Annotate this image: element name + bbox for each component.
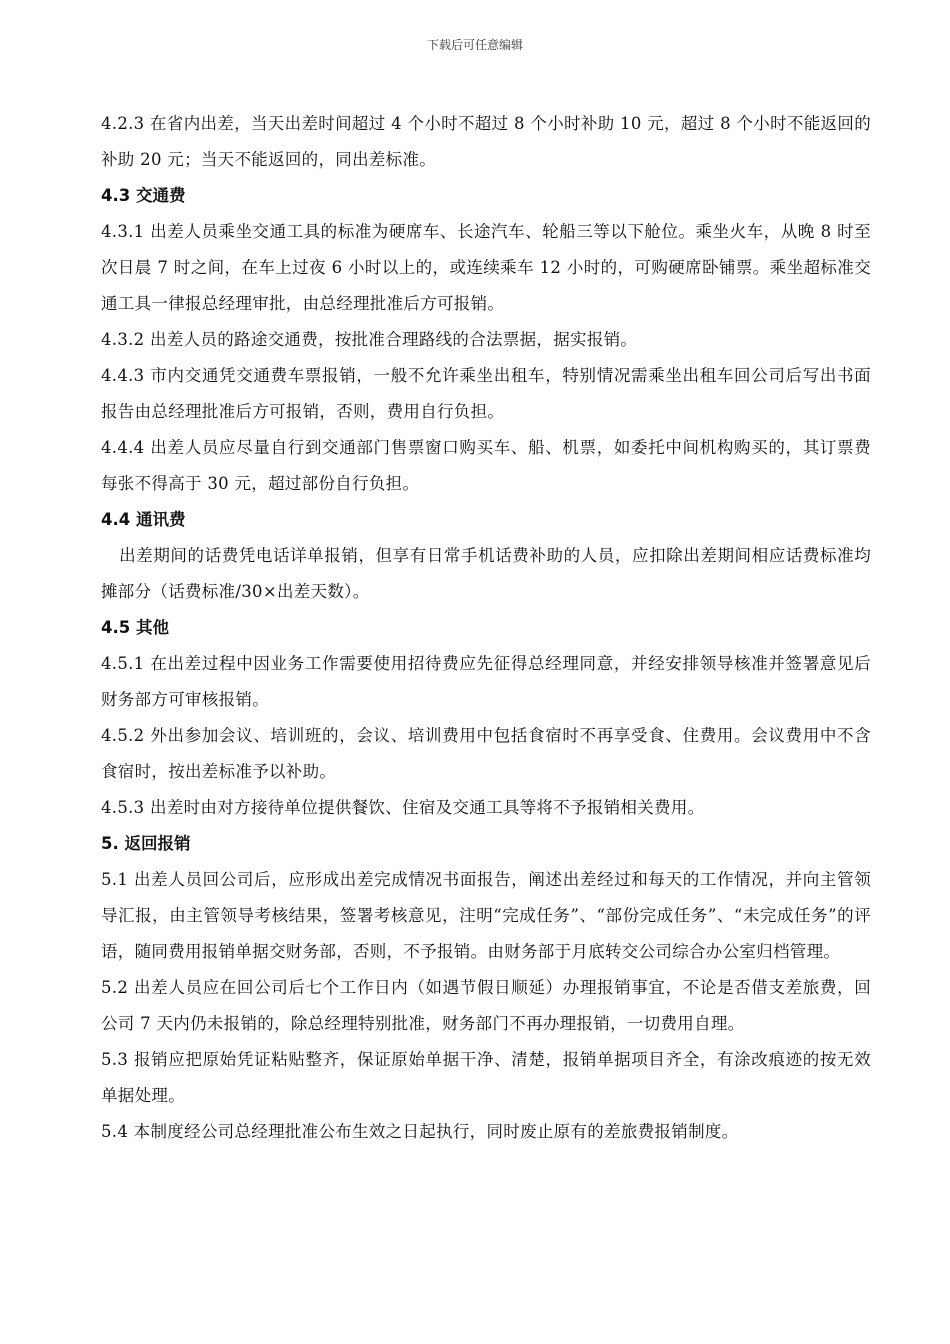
- heading-5: 5. 返回报销: [101, 834, 191, 853]
- paragraph-4-3-2: 4.3.2 出差人员的路途交通费，按批准合理路线的合法票据，据实报销。: [101, 330, 638, 349]
- paragraph-4-5-3: 4.5.3 出差时由对方接待单位提供餐饮、住宿及交通工具等将不予报销相关费用。: [101, 798, 705, 817]
- heading-4-3: 4.3 交通费: [101, 186, 186, 205]
- document-body: [101, 106, 871, 1150]
- paragraph-5-4: 5.4 本制度经公司总经理批准公布生效之日起执行，同时废止原有的差旅费报销制度。: [101, 1122, 739, 1141]
- paragraph-4-5-2: 4.5.2 外出参加会议、培训班的，会议、培训费用中包括食宿时不再享受食、住费用。会议费用中不含食宿时，按出差标准予以补助。: [101, 726, 871, 781]
- paragraph-4-2-3: 4.2.3 在省内出差，当天出差时间超过 4 个小时不超过 8 个小时补助 10 元，超过 8 个小时不能返回的补助 20 元；当天不能返回的，同出差标准。: [101, 114, 871, 169]
- heading-4-4: 4.4 通讯费: [101, 510, 186, 529]
- paragraph-5-1: 5.1 出差人员回公司后，应形成出差完成情况书面报告，阐述出差经过和每天的工作情况，并向主管领导汇报，由主管领导考核结果，签署考核意见，注明“完成任务”、“部份完成任务”、“未完成任务”的评语，随同费用报销单据交财务部，否则，不予报销。由财务部于月底转交公司综合办公室归档管理。: [101, 870, 871, 961]
- paragraph-5-3: 5.3 报销应把原始凭证粘贴整齐，保证原始单据干净、清楚，报销单据项目齐全，有涂改痕迹的按无效单据处理。: [101, 1050, 871, 1105]
- paragraph-communication: 出差期间的话费凭电话详单报销，但享有日常手机话费补助的人员，应扣除出差期间相应话费标准均摊部分（话费标准/30×出差天数）。: [101, 546, 871, 601]
- page-header: 下载后可任意编辑: [426, 38, 523, 52]
- heading-4-5: 4.5 其他: [101, 618, 169, 637]
- paragraph-4-4-4: 4.4.4 出差人员应尽量自行到交通部门售票窗口购买车、船、机票，如委托中间机构购买的，其订票费每张不得高于 30 元，超过部份自行负担。: [101, 438, 871, 493]
- paragraph-4-4-3: 4.4.3 市内交通凭交通费车票报销，一般不允许乘坐出租车，特别情况需乘坐出租车回公司后写出书面报告由总经理批准后方可报销，否则，费用自行负担。: [101, 366, 871, 421]
- paragraph-4-3-1: 4.3.1 出差人员乘坐交通工具的标准为硬席车、长途汽车、轮船三等以下舱位。乘坐火车，从晚 8 时至次日晨 7 时之间，在车上过夜 6 小时以上的，或连续乘车 12 小时的，可购硬席卧铺票。乘坐超标准交通工具一律报总经理审批，由总经理批准后方可报销。: [101, 222, 871, 313]
- paragraph-4-5-1: 4.5.1 在出差过程中因业务工作需要使用招待费应先征得总经理同意，并经安排领导核准并签署意见后财务部方可审核报销。: [101, 654, 871, 709]
- paragraph-5-2: 5.2 出差人员应在回公司后七个工作日内（如遇节假日顺延）办理报销事宜，不论是否借支差旅费，回公司 7 天内仍未报销的，除总经理特别批准，财务部门不再办理报销，一切费用自理。: [101, 978, 871, 1033]
